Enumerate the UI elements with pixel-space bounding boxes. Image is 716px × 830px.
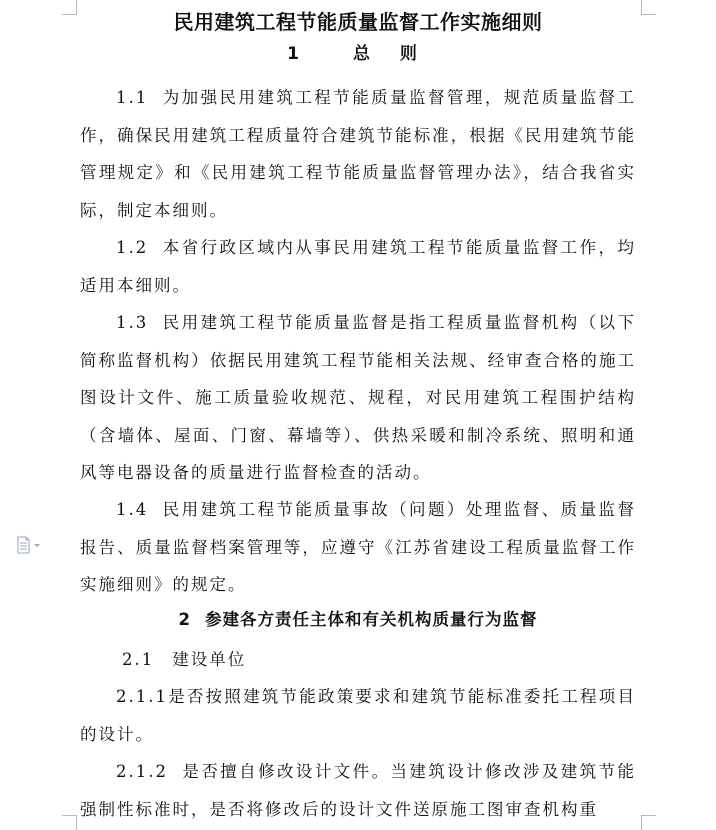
section-2-1 <box>122 641 246 679</box>
section-2-1-label: 2.1 <box>122 650 155 669</box>
section-1-3-text: 民用建筑工程节能质量监督是指工程质量监督机构（以下简称监督机构）依据民用建筑工程节能相关法规、经审查合格的施工图设计文件、施工质量验收规范、规程，对民用建筑工程围护结构（含墙体、屋面、门窗、幕墙等）、供热采暖和制冷系统、照明和通风等电器设备的质量进行监督检查的活动。 <box>80 313 636 482</box>
section-2-1-1 <box>80 678 636 753</box>
section-2-1-2 <box>80 753 636 828</box>
chapter-1-number: 1 <box>287 44 299 64</box>
section-1-4-text: 民用建筑工程节能质量事故（问题）处理监督、质量监督报告、质量监督档案管理等，应遵守《江苏省建设工程质量监督工作实施细则》的规定。 <box>80 500 636 594</box>
section-1-3-label: 1.3 <box>116 313 149 332</box>
section-1-1-label: 1.1 <box>116 88 149 107</box>
page-corner-bottom-right <box>641 815 656 830</box>
chapter-2-heading <box>80 606 636 634</box>
page-corner-top-left <box>62 0 77 15</box>
section-1-3 <box>80 304 636 492</box>
section-1-2-text: 本省行政区域内从事民用建筑工程节能质量监督工作，均适用本细则。 <box>80 238 636 295</box>
chapter-1-heading <box>80 42 636 66</box>
section-1-2-label: 1.2 <box>116 238 149 257</box>
chapter-1-title: 总 则 <box>352 44 429 64</box>
chapter-2-title: 参建各方责任主体和有关机构质量行为监督 <box>204 610 538 629</box>
section-1-1 <box>80 79 636 229</box>
section-2-1-1-text: 是否按照建筑节能政策要求和建筑节能标准委托工程项目的设计。 <box>80 687 636 744</box>
section-1-4 <box>80 491 636 604</box>
chapter-2-number: 2 <box>178 610 191 629</box>
document-title: 民用建筑工程节能质量监督工作实施细则 <box>173 10 543 34</box>
page-corner-bottom-left <box>62 815 77 830</box>
section-1-2 <box>80 229 636 304</box>
section-1-1-text: 为加强民用建筑工程节能质量监督管理，规范质量监督工作，确保民用建筑工程质量符合建筑节能标准，根据《民用建筑节能管理规定》和《民用建筑工程节能质量监督管理办法》，结合我省实际，制定本细则。 <box>80 88 636 220</box>
section-2-1-2-label: 2.1.2 <box>116 762 168 781</box>
section-2-1-text: 建设单位 <box>172 650 247 669</box>
paragraph-options-icon[interactable] <box>16 536 46 554</box>
page-corner-top-right <box>641 0 656 15</box>
section-2-1-1-label: 2.1.1 <box>116 687 168 706</box>
section-1-4-label: 1.4 <box>116 500 149 519</box>
section-2-1-2-text: 是否擅自修改设计文件。当建筑设计修改涉及建筑节能强制性标准时，是否将修改后的设计文件送原施工图审查机构重 <box>80 762 636 819</box>
